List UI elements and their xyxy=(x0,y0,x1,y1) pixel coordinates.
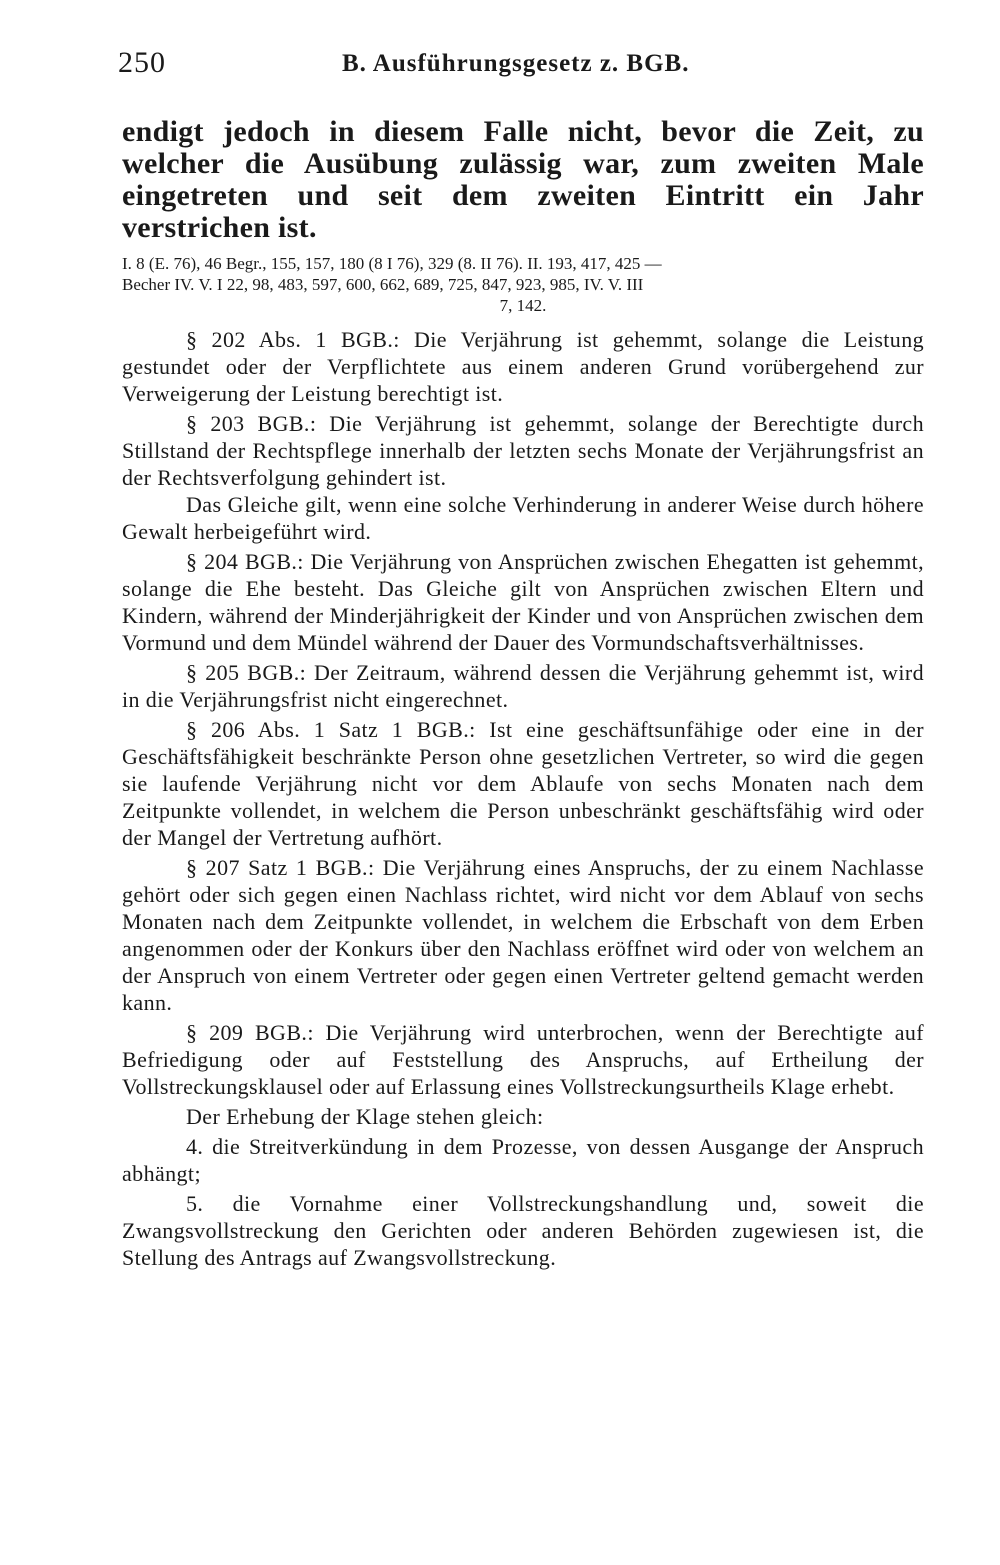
paragraph-207: § 207 Satz 1 BGB.: Die Verjährung eines Anspruchs, der zu einem Nachlasse gehört oder sich gegen einen Nachlass richtet, wird nicht vor dem Ablauf von sechs Monaten nach dem Zeitpunkte vollendet, in welchem die Erbschaft von dem Erben angenommen oder der Konkurs über den Nachlass eröffnet wird oder von welchem an der Anspruch von einem Vertreter oder gegen einen Vertreter geltend gemacht werden kann. xyxy=(122,855,924,1015)
paragraph-209: § 209 BGB.: Die Verjährung wird unterbrochen, wenn der Berechtigte auf Befriedigung oder auf Feststellung des Anspruchs, auf Ertheilung der Vollstreckungsklausel oder auf Erlassung eines Vollstreckungsurtheils Klage erhebt. xyxy=(122,1020,924,1099)
reference-line-1: I. 8 (E. 76), 46 Begr., 155, 157, 180 (8 I 76), 329 (8. II 76). II. 193, 417, 425 — xyxy=(122,254,662,273)
reference-citations xyxy=(122,253,924,316)
page-body xyxy=(122,116,924,1271)
page-header xyxy=(118,46,928,86)
running-title: B. Ausführungsgesetz z. BGB. xyxy=(342,50,690,77)
reference-line-2: Becher IV. V. I 22, 98, 483, 597, 600, 662, 689, 725, 847, 923, 985, IV. V. III xyxy=(122,275,644,294)
page-number: 250 xyxy=(118,46,166,79)
statute-text xyxy=(122,326,924,1271)
paragraph-204: § 204 BGB.: Die Verjährung von Ansprüchen zwischen Ehegatten ist gehemmt, solange die Ehe besteht. Das Gleiche gilt von Ansprüchen zwischen Eltern und Kindern, während der Minderjährigkeit der Kinder und von Ansprüchen zwischen dem Vormund und dem Mündel während der Dauer des Vormundschaftsverhältnisses. xyxy=(122,549,924,655)
paragraph-206: § 206 Abs. 1 Satz 1 BGB.: Ist eine geschäftsunfähige oder eine in der Geschäftsfähigkeit beschränkte Person ohne gesetzlichen Vertreter, so wird die gegen sie laufende Verjährung nicht vor dem Ablaufe von sechs Monaten nach dem Zeitpunkte vollendet, in welchem die Person unbeschränkt geschäftsfähig wird oder der Mangel der Vertretung aufhört. xyxy=(122,717,924,850)
paragraph-202: § 202 Abs. 1 BGB.: Die Verjährung ist gehemmt, solange die Leistung gestundet oder der Verpflichtete aus einem anderen Grund vorübergehend zur Verweigerung der Leistung berechtigt ist. xyxy=(122,327,924,406)
paragraph-203-continued: Das Gleiche gilt, wenn eine solche Verhinderung in anderer Weise durch höhere Gewalt herbeigeführt wird. xyxy=(122,492,924,544)
list-item-5: 5. die Vornahme einer Vollstreckungshandlung und, soweit die Zwangsvollstreckung den Gerichten oder anderen Behörden zugewiesen ist, die Stellung des Antrags auf Zwangsvollstreckung. xyxy=(122,1191,924,1270)
paragraph-205: § 205 BGB.: Der Zeitraum, während dessen die Verjährung gehemmt ist, wird in die Verjährungsfrist nicht eingerechnet. xyxy=(122,660,924,712)
intro-fraktur-text: endigt jedoch in diesem Falle nicht, bevor die Zeit, zu welcher die Ausübung zulässig war, zum zweiten Male eingetreten und seit dem zweiten Eintritt ein Jahr verstrichen ist. xyxy=(122,115,924,244)
paragraph-209-intro-list: Der Erhebung der Klage stehen gleich: xyxy=(186,1104,544,1129)
reference-line-3: 7, 142. xyxy=(499,296,547,315)
paragraph-203: § 203 BGB.: Die Verjährung ist gehemmt, solange der Berechtigte durch Stillstand der Rechtspflege innerhalb der letzten sechs Monate der Verjährungsfrist an der Rechtsverfolgung gehindert ist. xyxy=(122,411,924,490)
list-item-4: 4. die Streitverkündung in dem Prozesse, von dessen Ausgange der Anspruch abhängt; xyxy=(122,1134,924,1186)
